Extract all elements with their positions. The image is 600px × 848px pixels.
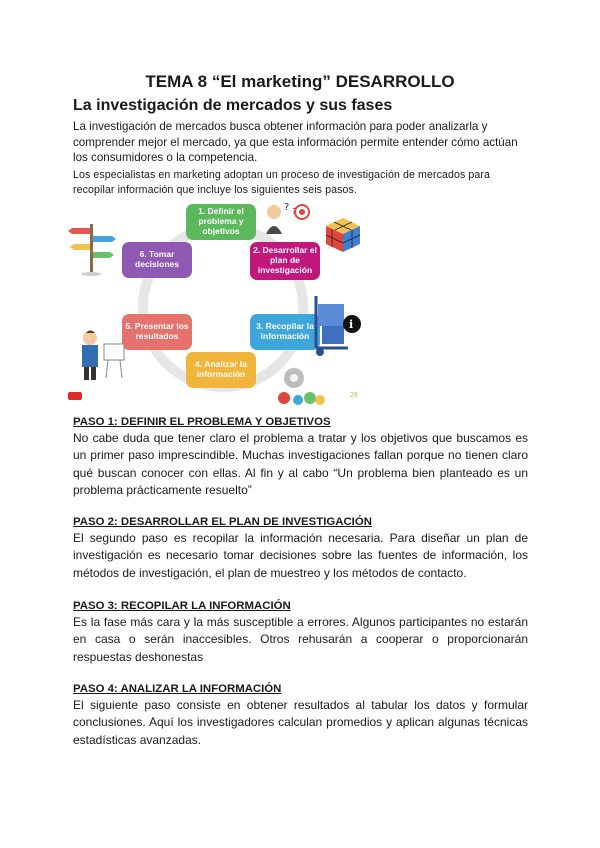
section-step-4: [73, 683, 528, 749]
section-step-1: [73, 416, 528, 500]
section-subtitle: La investigación de mercados y sus fases: [73, 97, 393, 114]
intro-paragraph-2: Los especialistas en marketing adoptan un proceso de investigación de mercados para recopilar información que incluye los siguientes seis pasos.: [73, 169, 490, 196]
signpost-icon: [68, 220, 116, 276]
step-5-box: 5. Presentar los resultados: [122, 314, 192, 350]
youtube-logo-icon: [68, 392, 82, 400]
slide-number: 28: [350, 392, 358, 399]
step-1-box: 1. Definir el problema y objetivos: [186, 204, 256, 240]
intro-paragraph: La investigación de mercados busca obtener información para poder analizarla y comprender mejor el mercado, ya que esta información permite entender cómo actúan los consumidores o la competencia.: [73, 120, 518, 165]
presenter-icon: [76, 328, 126, 382]
step-3-box: 3. Recopilar la información: [250, 314, 320, 350]
section-heading: PASO 2: DESARROLLAR EL PLAN DE INVESTIGACIÓN: [73, 516, 372, 528]
svg-text:?: ?: [284, 202, 290, 213]
section-body: El segundo paso es recopilar la información necesaria. Para diseñar un plan de investigación es necesario tomar decisiones sobre las fuentes de información, los métodos de investigación, el plan de muestreo y los métodos de contacto.: [73, 531, 528, 580]
section-heading: PASO 3: RECOPILAR LA INFORMACIÓN: [73, 600, 291, 612]
step-6-box: 6. Tomar decisiones: [122, 242, 192, 278]
section-body: El siguiente paso consiste en obtener resultados al tabular los datos y formular conclusiones. Aquí los investigadores calculan promedios y aplican algunas técnicas estadísticas avanzadas.: [73, 698, 528, 747]
svg-text:?: ?: [292, 207, 297, 216]
hand-truck-icon: [312, 294, 364, 358]
gears-icon: [272, 362, 332, 408]
section-body: No cabe duda que tener claro el problema a tratar y los objetivos que buscamos es un primer paso imprescindible. Muchas investigaciones fallan porque no tienen claro qué buscan conocer con ellas. Al fin y al cabo “Un problema bien planteado es un problema prácticamente resuelto”: [73, 431, 528, 498]
thinking-person-icon: [256, 198, 310, 234]
page-title: TEMA 8 “El marketing” DESARROLLO: [145, 72, 455, 91]
section-body: Es la fase más cara y la más susceptible a errores. Algunos participantes no estarán en casa o serán inaccesibles. Otros rehusarán a cooperar o proporcionarán respuestas deshonestas: [73, 615, 528, 664]
section-heading: PASO 4: ANALIZAR LA INFORMACIÓN: [73, 683, 282, 695]
section-step-3: [73, 600, 528, 666]
svg-text:i: i: [349, 318, 354, 331]
step-2-box: 2. Desarrollar el plan de investigación: [250, 242, 320, 280]
section-heading: PASO 1: DEFINIR EL PROBLEMA Y OBJETIVOS: [73, 416, 331, 428]
process-diagram: [68, 198, 368, 410]
step-4-box: 4. Analizar la información: [186, 352, 256, 388]
rubik-cube-icon: [324, 216, 362, 254]
section-step-2: [73, 516, 528, 582]
